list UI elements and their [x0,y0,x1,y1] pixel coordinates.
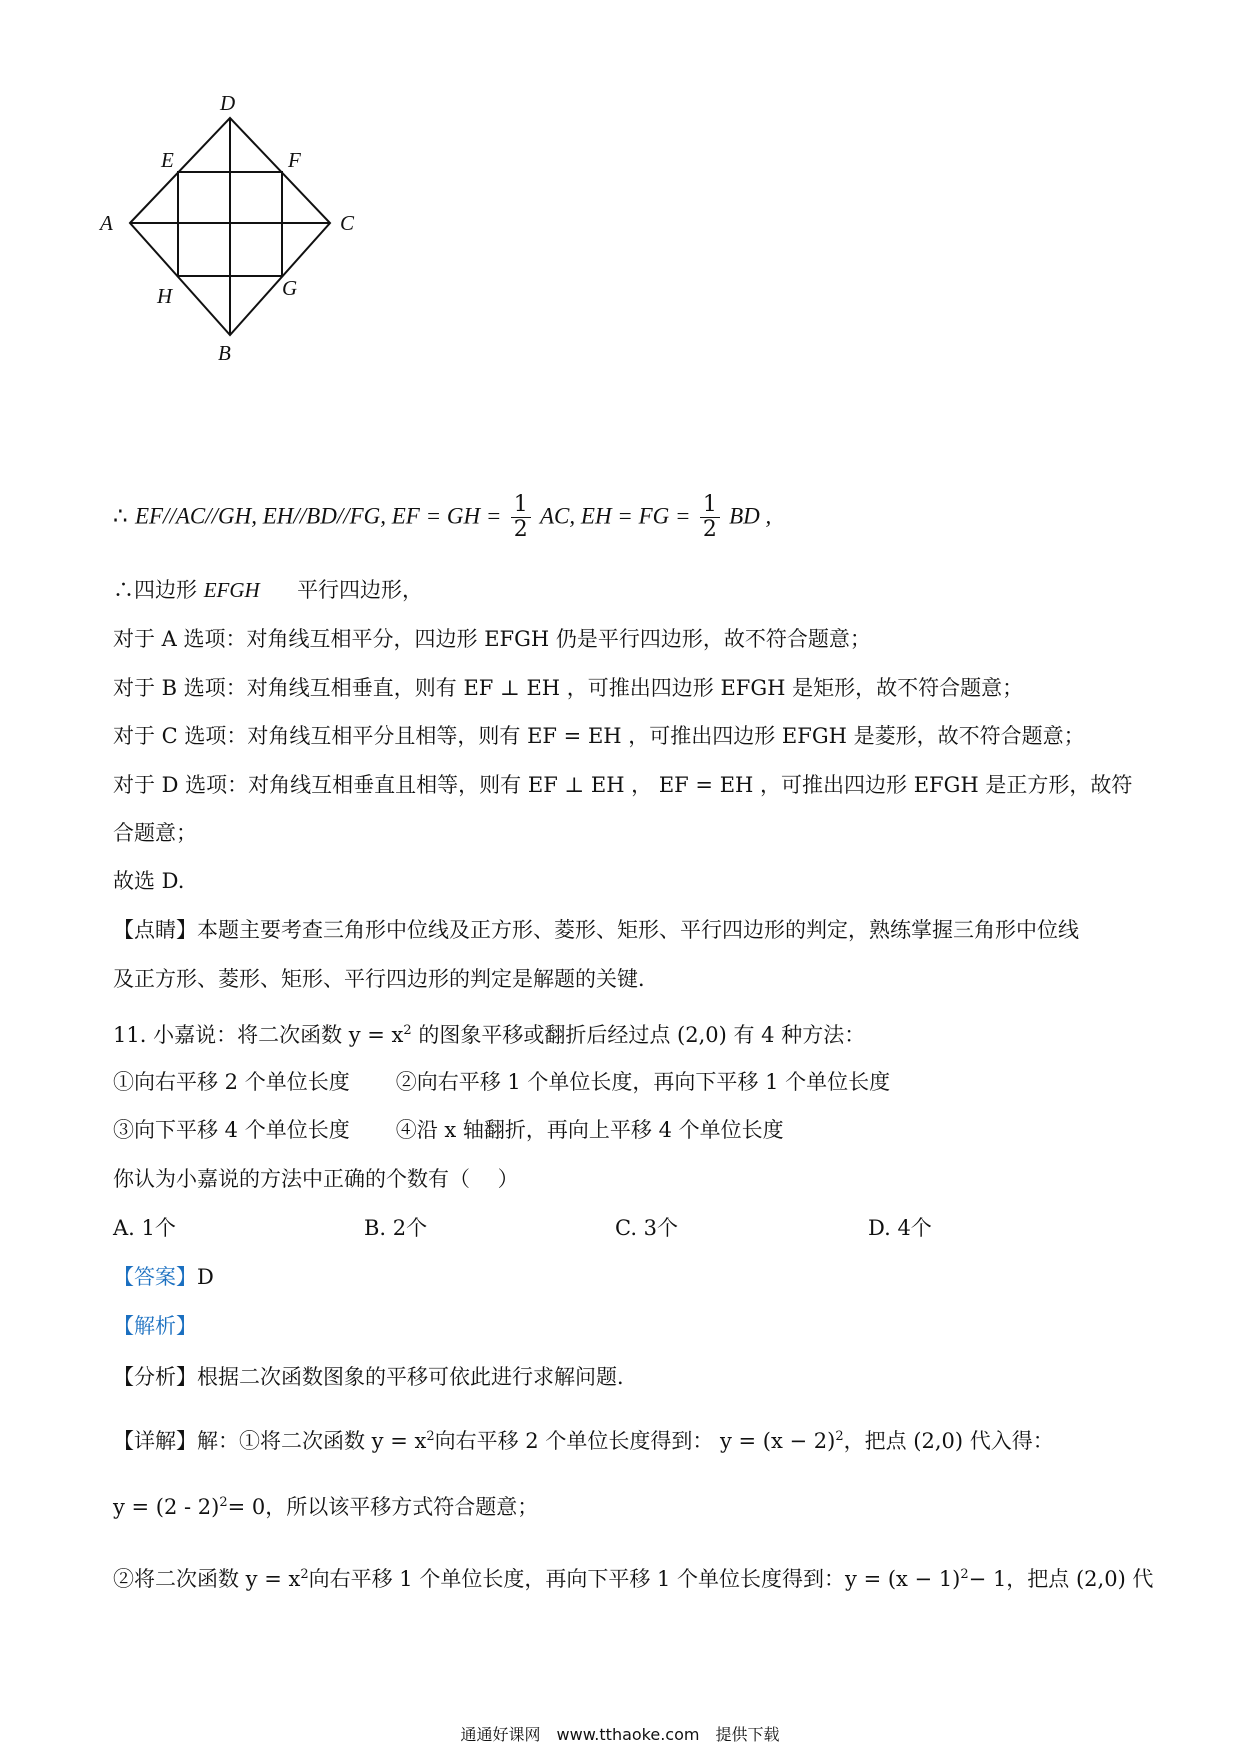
fraction-denominator: 2 [513,517,528,542]
detail-1c: ，把点 (2,0) 代入得： [843,1429,1054,1453]
point-tag: 【点睛】 [113,918,197,942]
option-c-line: 对于 C 选项：对角线互相平分且相等，则有 EF = EH ，可推出四边形 EFGH 是菱形，故不符合题意； [113,724,1085,748]
question-11 [113,1016,865,1050]
superscript-2: 2 [300,1567,309,1582]
superscript-2: 2 [403,1023,412,1038]
ask-line: 你认为小嘉说的方法中正确的个数有（ ） [113,1167,519,1191]
choose-line: 故选 D. [113,869,185,893]
fraction-denominator: 2 [702,517,717,542]
point-line-2: 及正方形、菱形、矩形、平行四边形的判定是解题的关键． [113,967,659,991]
answer-tag: 【答案】 [113,1265,197,1289]
detail-3b: 向右平移 1 个单位长度，再向下平移 1 个单位长度得到：y = (x − 1) [308,1567,961,1591]
choice-c: C. 3个 [615,1216,679,1240]
equation-part-a: EF//AC//GH, EH//BD//FG, EF = GH = [134,503,502,529]
option-b-line: 对于 B 选项：对角线互相垂直，则有 EF ⊥ EH ，可推出四边形 EFGH 是矩形，故不符合题意； [113,676,1024,700]
detail-1b: 向右平移 2 个单位长度得到： y = (x − 2) [434,1429,836,1453]
choice-d: D. 4个 [868,1216,932,1240]
label-g: G [282,276,298,300]
choice-a: A. 1个 [113,1216,176,1240]
label-a: A [100,211,113,235]
superscript-2: 2 [219,1495,228,1510]
question-11-part-b: 的图象平移或翻折后经过点 (2,0) 有 4 种方法： [418,1023,866,1047]
superscript-2: 2 [426,1429,435,1444]
fenxi-tag: 【分析】 [113,1365,197,1389]
label-d: D [220,91,236,115]
label-b: B [218,341,231,365]
method-3: ③向下平移 4 个单位长度 [113,1118,350,1142]
method-2: ②向右平移 1 个单位长度，再向下平移 1 个单位长度 [395,1070,891,1094]
question-11-part-a: 11. 小嘉说：将二次函数 y = x [113,1023,404,1047]
label-h: H [157,284,173,308]
equation-line [113,493,771,542]
therefore-symbol: ∴ [113,503,128,530]
detail-line-3 [113,1560,1153,1594]
label-f: F [288,148,301,172]
equation-part-b: AC, EH = FG = [540,503,691,529]
rhombus-figure [100,91,425,415]
fraction-half-1 [511,493,531,542]
answer-line [113,1262,214,1292]
detail-2b: = 0，所以该平移方式符合题意； [227,1495,539,1519]
parallelogram-text: 平行四边形， [297,578,424,602]
point-text-1: 本题主要考查三角形中位线及正方形、菱形、矩形、平行四边形的判定，熟练掌握三角形中位线 [197,918,1079,942]
fraction-numerator: 1 [511,493,531,518]
option-d-line-1: 对于 D 选项：对角线互相垂直且相等，则有 EF ⊥ EH ， EF = EH ，可推出四边形 EFGH 是正方形，故符 [113,773,1133,797]
detail-2a: y = (2 - 2) [113,1495,220,1519]
option-d-line-2: 合题意； [113,821,197,845]
fenxi-line [113,1362,638,1392]
analysis-tag: 【解析】 [113,1314,197,1338]
superscript-2: 2 [960,1567,969,1582]
detail-line-1 [113,1422,1054,1456]
detail-3a: ②将二次函数 y = x [113,1567,301,1591]
method-4: ④沿 x 轴翻折，再向上平移 4 个单位长度 [395,1118,784,1142]
methods-row-1 [113,1067,890,1097]
fraction-numerator: 1 [700,493,720,518]
equation-part-c: BD , [729,503,772,529]
detail-3c: − 1，把点 (2,0) 代 [968,1567,1154,1591]
methods-row-2 [113,1115,784,1145]
efgh-label: EFGH [203,578,260,602]
detail-1a: 解：①将二次函数 y = x [197,1429,427,1453]
detail-line-2 [113,1488,538,1522]
parallelogram-line [113,575,423,605]
method-1: ①向右平移 2 个单位长度 [113,1070,350,1094]
label-c: C [340,211,355,235]
point-line-1 [113,915,1079,945]
option-a-line: 对于 A 选项：对角线互相平分，四边形 EFGH 仍是平行四边形，故不符合题意； [113,627,871,651]
analysis-tag-line [113,1311,197,1341]
answer-value: D [197,1265,214,1289]
therefore-quad: ∴四边形 [113,578,197,602]
page-footer: 通通好课网 www.tthaoke.com 提供下载 [460,1725,780,1744]
fenxi-text: 根据二次函数图象的平移可依此进行求解问题． [197,1365,638,1389]
choice-b: B. 2个 [364,1216,428,1240]
label-e: E [161,148,174,172]
superscript-2: 2 [835,1429,844,1444]
fraction-half-2 [700,493,720,542]
detail-tag: 【详解】 [113,1429,197,1453]
